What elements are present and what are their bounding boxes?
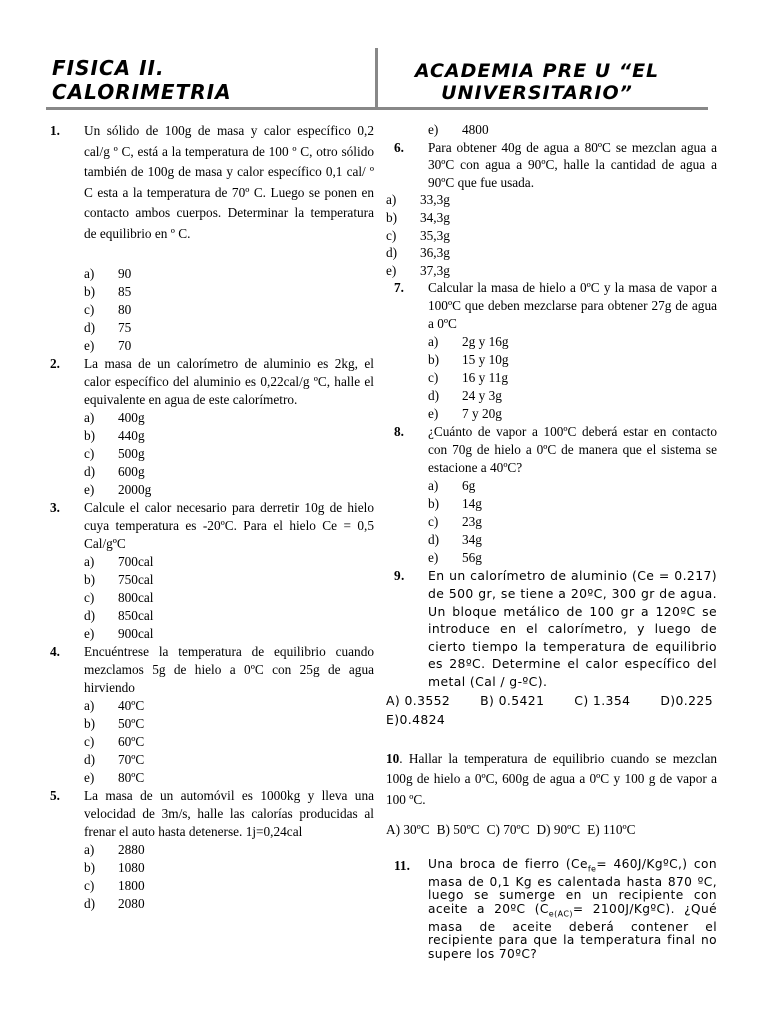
option: e) 70 xyxy=(84,338,132,353)
option: b) 440g xyxy=(84,428,145,443)
option: c) 800cal xyxy=(84,590,154,605)
option: b) 1080 xyxy=(84,860,145,875)
header-subject xyxy=(52,56,232,104)
option: b) 14g xyxy=(428,496,482,512)
question-text: La masa de un calorímetro de aluminio es 2kg, el calor específico del aluminio es 0,22cal/g ºC, halle el equivalente en agua de este calorímetro. xyxy=(84,356,374,407)
question-number: 5. xyxy=(50,788,60,803)
option: c) 80 xyxy=(84,302,132,317)
option: e) 900cal xyxy=(84,626,154,641)
question-number: 1. xyxy=(50,123,60,138)
header-academy-line1: ACADEMIA PRE U “EL xyxy=(414,60,660,82)
option: a) 40ºC xyxy=(84,698,145,713)
question-2 xyxy=(50,355,374,409)
question-6-options xyxy=(386,191,717,279)
header-academy-line2: UNIVERSITARIO” xyxy=(441,82,633,104)
option: c) 1800 xyxy=(84,878,145,893)
question-text: Un sólido de 100g de masa y calor específico 0,2 cal/g º C, está a la temperatura de 100 º C, otro sólido también de 100g de masa y calor específico 0,1 cal/ º C esta a la temperatura de 70º C. Luego se ponen en contacto ambos cuerpos. Determinar la temperatura de equilibrio en º C. xyxy=(84,123,374,241)
question-number: 9. xyxy=(394,568,405,584)
answer: D)0.225 xyxy=(660,692,713,708)
question-number: 10 xyxy=(386,750,400,766)
option: a) 33,3g xyxy=(386,192,450,208)
option: e) 56g xyxy=(428,550,482,566)
question-text: Una broca de fierro ($Ce_{fe}=$ 460J/KgºC,) con masa de 0,1 Kg es calentada hasta 870 ºC, luego se sumerge en un recipiente con aceite a 20ºC ($C_{e(AC)}=$ 2100J/KgºC). ¿Qué masa de aceite deberá contener el recipiente para que la temperatura final no supere los 70ºC? xyxy=(428,857,717,961)
question-5-options-continued xyxy=(428,121,717,139)
option: c) 35,3g xyxy=(386,227,450,243)
option: a) 6g xyxy=(428,478,476,494)
question-4-options xyxy=(84,697,374,787)
option: e) 37,3g xyxy=(386,262,450,278)
answer: E) 110ºC xyxy=(587,822,636,837)
question-number: 3. xyxy=(50,500,60,515)
question-10-answers xyxy=(386,820,717,840)
option: a) 2880 xyxy=(84,842,145,857)
question-4 xyxy=(50,643,374,697)
option: d) 34g xyxy=(428,532,482,548)
answer: E)0.4824 xyxy=(386,711,446,727)
answer: A) 0.3552 xyxy=(386,692,451,708)
header-course: FISICA II. xyxy=(52,56,165,80)
option: d) 36,3g xyxy=(386,245,450,261)
option: e) 2000g xyxy=(84,482,152,497)
right-column xyxy=(386,121,717,961)
answer: A) 30ºC xyxy=(386,822,430,837)
question-number: 7. xyxy=(394,280,404,296)
answer: C) 70ºC xyxy=(486,822,530,837)
question-text: Encuéntrese la temperatura de equilibrio cuando mezclamos 5g de hielo a 0ºC con 25g de agua hirviendo xyxy=(84,644,374,695)
option: b) 15 y 10g xyxy=(428,352,509,368)
left-column xyxy=(50,121,374,913)
option: c) 500g xyxy=(84,446,145,461)
question-5-options xyxy=(84,841,374,913)
question-7 xyxy=(386,279,717,333)
option: a) 700cal xyxy=(84,554,154,569)
question-8-options xyxy=(428,477,717,567)
option: e) 80ºC xyxy=(84,770,145,785)
answer: C) 1.354 xyxy=(574,692,631,708)
option: d) 850cal xyxy=(84,608,154,623)
question-7-options xyxy=(428,333,717,423)
option: b) 34,3g xyxy=(386,209,450,225)
question-10 xyxy=(386,749,717,811)
question-text: Calcule el calor necesario para derretir 10g de hielo cuya temperatura es -20ºC. Para el hielo Ce = 0,5 Cal/gºC xyxy=(84,500,374,551)
question-number: 8. xyxy=(394,424,404,440)
question-text: Para obtener 40g de agua a 80ºC se mezclan agua a 30ºC con agua a 90ºC, halle la cantidad de agua a 90ºC que fue usada. xyxy=(428,139,717,190)
question-number: 4. xyxy=(50,644,60,659)
header-divider xyxy=(375,48,378,108)
question-number: 6. xyxy=(394,139,404,155)
question-11 xyxy=(386,858,717,961)
header-topic: CALORIMETRIA xyxy=(52,80,232,104)
header-rule xyxy=(46,107,708,110)
question-8 xyxy=(386,423,717,477)
question-1-options xyxy=(84,265,374,355)
question-number: 2. xyxy=(50,356,60,371)
option: d) 2080 xyxy=(84,896,145,911)
header-academy xyxy=(392,60,682,104)
question-3-options xyxy=(84,553,374,643)
option: c) 60ºC xyxy=(84,734,145,749)
question-text: ¿Cuánto de vapor a 100ºC deberá estar en contacto con 70g de hielo a 0ºC de manera que el sistema se estacione a 40ºC? xyxy=(428,424,717,476)
answer: D) 90ºC xyxy=(536,822,581,837)
option: a) 2g y 16g xyxy=(428,334,509,350)
question-1 xyxy=(50,121,374,244)
question-5 xyxy=(50,787,374,841)
option: e) 4800 xyxy=(428,122,489,137)
option: b) 50ºC xyxy=(84,716,145,731)
option: b) 85 xyxy=(84,284,132,299)
question-2-options xyxy=(84,409,374,499)
answer: B) 50ºC xyxy=(436,822,480,837)
option: d) 600g xyxy=(84,464,145,479)
option: d) 24 y 3g xyxy=(428,388,502,404)
question-text: En un calorímetro de aluminio (Ce = 0.217) de 500 gr, se tiene a 20ºC, 300 gr de agua. Un bloque metálico de 100 gr a 120ºC se introduce en el calorímetro, y luego de cierto tiempo la temperatura de equilibrio es 28ºC. Determine el calor específico del metal (Cal / g-ºC). xyxy=(428,568,717,689)
question-9-answers xyxy=(386,691,717,729)
option: d) 70ºC xyxy=(84,752,145,767)
option: a) 90 xyxy=(84,266,132,281)
option: b) 750cal xyxy=(84,572,154,587)
option: e) 7 y 20g xyxy=(428,406,502,422)
question-text: . Hallar la temperatura de equilibrio cuando se mezclan 100g de hielo a 0ºC, 600g de agua a 0ºC y 100 g de vapor a 100 ºC. xyxy=(386,750,717,807)
answer: B) 0.5421 xyxy=(480,692,545,708)
question-9 xyxy=(386,567,717,690)
option: c) 16 y 11g xyxy=(428,370,509,386)
question-3 xyxy=(50,499,374,553)
question-number: 11. xyxy=(394,858,410,873)
question-text: La masa de un automóvil es 1000kg y lleva una velocidad de 3m/s, halle las calorías producidas al frenar el auto hasta detenerse. 1j=0,24cal xyxy=(84,788,374,839)
question-6 xyxy=(386,139,717,192)
option: c) 23g xyxy=(428,514,482,530)
option: a) 400g xyxy=(84,410,145,425)
option: d) 75 xyxy=(84,320,132,335)
question-text: Calcular la masa de hielo a 0ºC y la masa de vapor a 100ºC que deben mezclarse para obtener 27g de agua a 0ºC xyxy=(428,280,717,332)
